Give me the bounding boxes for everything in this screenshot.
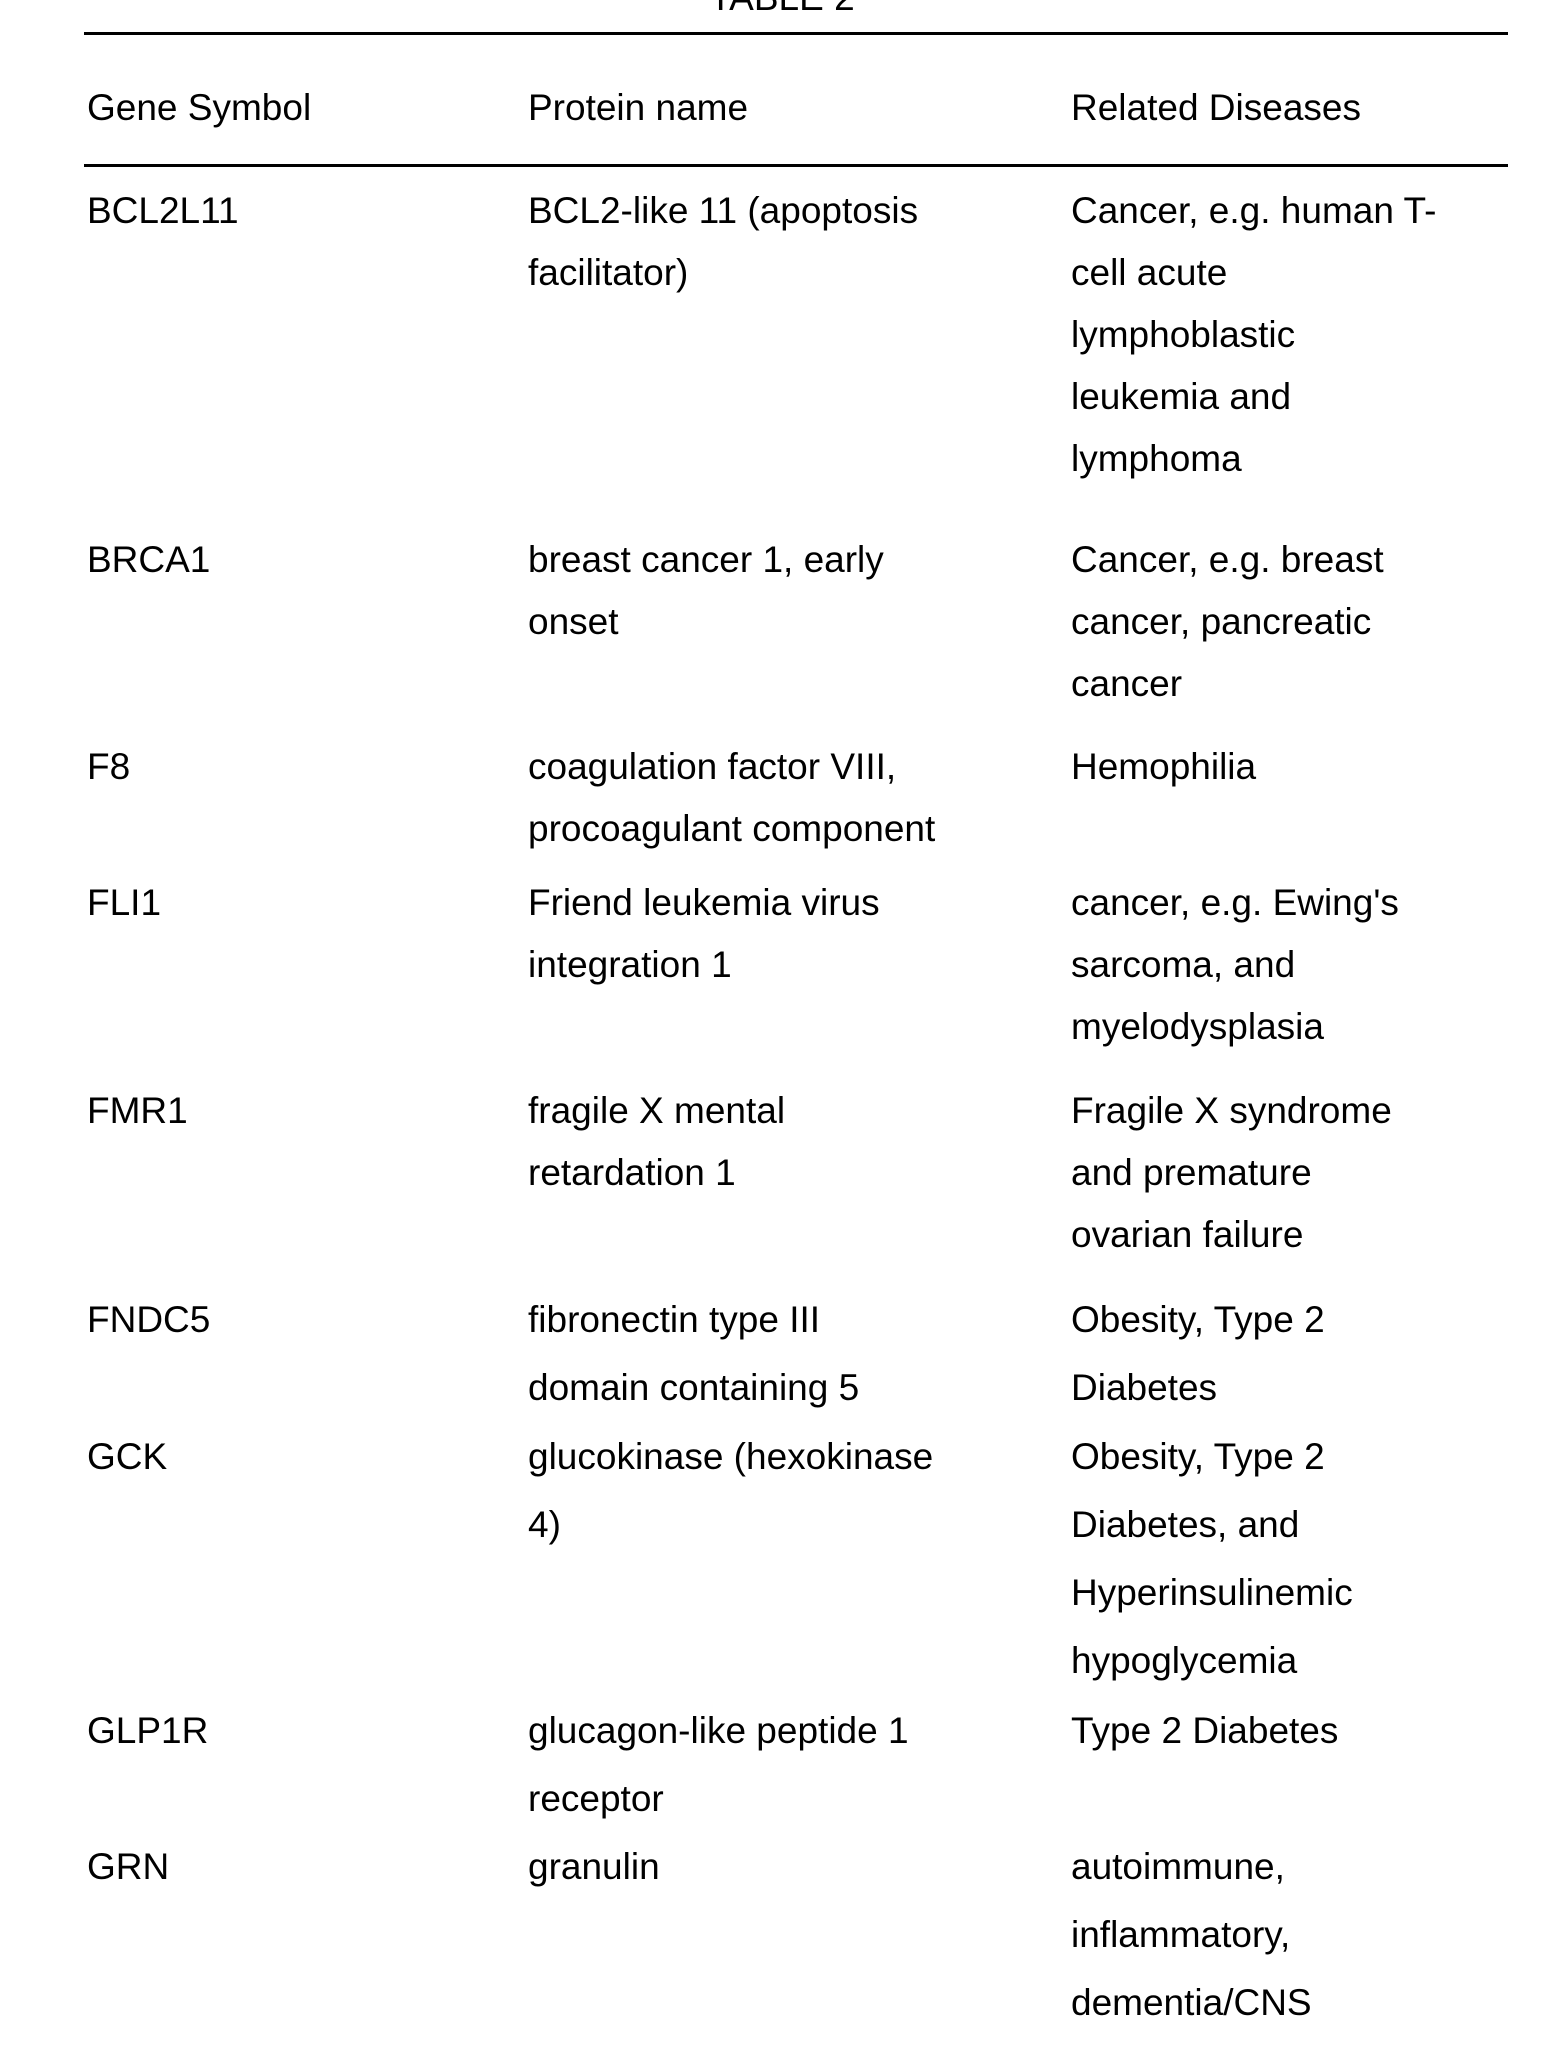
gene-symbol: FLI1 [87, 872, 161, 934]
related-diseases: cancer, e.g. Ewing's sarcoma, and myelodysplasia [1071, 872, 1511, 1058]
related-diseases: Obesity, Type 2 Diabetes, and Hyperinsulinemic hypoglycemia [1071, 1423, 1511, 1695]
header-gene-symbol: Gene Symbol [87, 77, 311, 139]
related-diseases: Fragile X syndrome and premature ovarian failure [1071, 1080, 1511, 1266]
gene-symbol: BRCA1 [87, 529, 210, 591]
related-diseases: autoimmune, inflammatory, dementia/CNS [1071, 1833, 1511, 2037]
protein-name: coagulation factor VIII, procoagulant component [528, 736, 1018, 860]
gene-symbol: FNDC5 [87, 1286, 210, 1354]
gene-symbol: F8 [87, 736, 130, 798]
gene-symbol: GRN [87, 1833, 169, 1901]
related-diseases: Cancer, e.g. human T- cell acute lymphoblastic leukemia and lymphoma [1071, 180, 1511, 490]
table-title [0, 0, 1564, 18]
related-diseases: Hemophilia [1071, 736, 1511, 798]
protein-name: glucokinase (hexokinase 4) [528, 1423, 1018, 1559]
gene-symbol: GCK [87, 1423, 167, 1491]
related-diseases: Cancer, e.g. breast cancer, pancreatic cancer [1071, 529, 1511, 715]
protein-name: fragile X mental retardation 1 [528, 1080, 1018, 1204]
related-diseases: Obesity, Type 2 Diabetes [1071, 1286, 1511, 1422]
gene-symbol: GLP1R [87, 1697, 208, 1765]
header-related-diseases: Related Diseases [1071, 77, 1511, 139]
protein-name: Friend leukemia virus integration 1 [528, 872, 1018, 996]
header-protein-name: Protein name [528, 77, 1018, 139]
top-rule [84, 32, 1508, 35]
gene-symbol: FMR1 [87, 1080, 188, 1142]
protein-name: BCL2-like 11 (apoptosis facilitator) [528, 180, 1018, 304]
header-rule [84, 164, 1508, 167]
protein-name: glucagon-like peptide 1 receptor [528, 1697, 1018, 1833]
gene-symbol: BCL2L11 [87, 180, 239, 242]
protein-name: fibronectin type III domain containing 5 [528, 1286, 1018, 1422]
protein-name: breast cancer 1, early onset [528, 529, 1018, 653]
protein-name: granulin [528, 1833, 1018, 1901]
related-diseases: Type 2 Diabetes [1071, 1697, 1511, 1765]
